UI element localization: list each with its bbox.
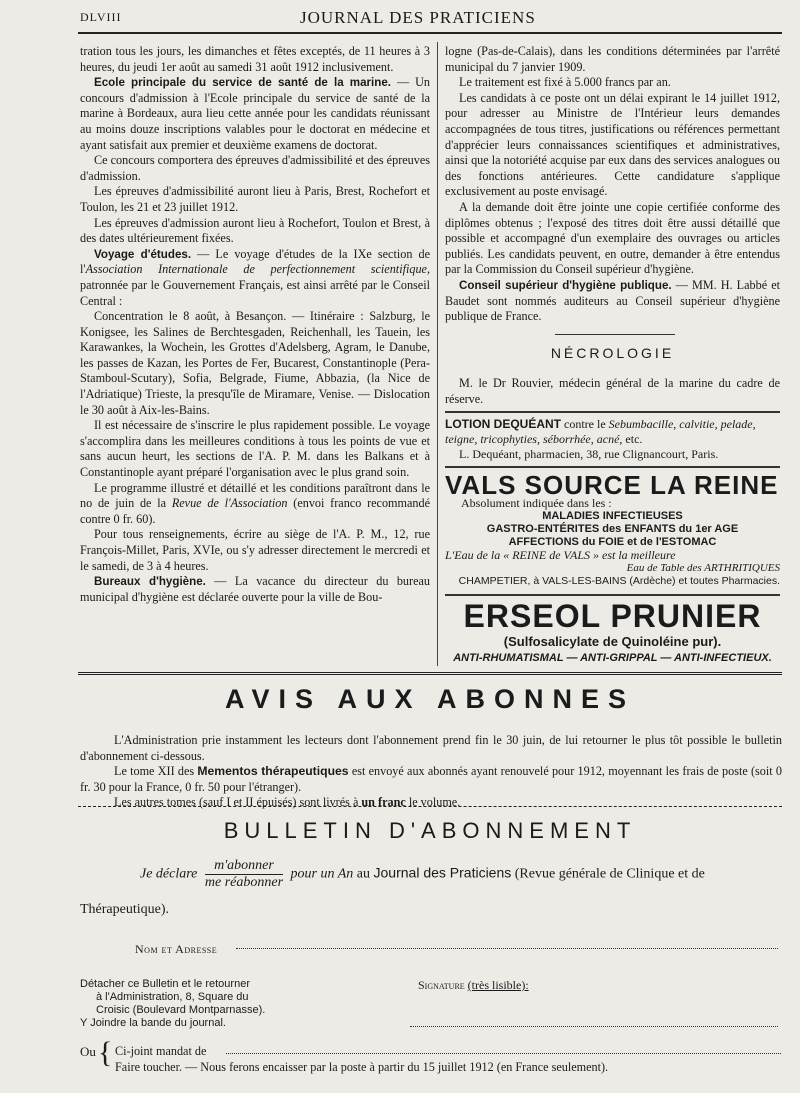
paragraph: logne (Pas-de-Calais), dans les conditions déterminées par l'arrêté municipal du 7 janvier 1909. (445, 44, 780, 74)
subscription-choice[interactable]: $\frac{\text{m'abonner}}{\text{me réabonner}}$ (204, 858, 284, 890)
signature-field[interactable] (410, 1026, 778, 1027)
paragraph: L'Administration prie instamment les lecteurs dont l'abonnement prend fin le 30 juin, de lui retourner le plus tôt possible le bulletin d'abonnement ci-dessous. (80, 733, 782, 763)
option-mandat[interactable]: Ci-joint mandat de (115, 1044, 207, 1058)
section-heading: Ecole principale du service de santé de la marine. (94, 76, 392, 90)
lotion-brand: LOTION DEQUÉANT (445, 417, 561, 431)
avis-title: AVIS AUX ABONNES (224, 684, 636, 714)
paragraph: Bureaux d'hygiène. — La vacance du directeur du bureau municipal d'hygiène est déclarée ouverte pour la ville de Bou- (80, 574, 430, 604)
paragraph: tration tous les jours, les dimanches et fêtes exceptés, de 11 heures à 3 heures, du jeudi 1er août au samedi 31 août 1912 inclusivement. (80, 44, 430, 74)
paragraph: Les autres tomes (sauf I et II épuisés) sont livrés à un franc le volume. (114, 795, 461, 810)
paragraph: Pour tous renseignements, écrire au siège de l'A. P. M., 12, rue François-Millet, Paris, XVIe, ou s'y adresser directement le mercredi et le samedi, de 3 à 4 heures. (80, 527, 430, 573)
vals-title: VALS SOURCE LA REINE (445, 470, 779, 500)
name-address-field[interactable] (236, 948, 778, 949)
subscription-line: Je déclare $\frac{\text{m'abonner}}{\text{me réabonner}}$ pour un An au Journal des Praticiens (Revue générale de Clinique et de (140, 858, 705, 890)
ad-divider (445, 466, 780, 468)
cut-line (78, 806, 782, 807)
journal-name: Journal des Praticiens (373, 864, 512, 881)
or-label: Ou (80, 1044, 96, 1059)
erseol-title: ERSEOL PRUNIER (463, 598, 762, 634)
paragraph: Les épreuves d'admission auront lieu à Rochefort, Toulon et Brest, à des dates ultérieurement fixées. (80, 215, 430, 246)
necrologie-text: M. le Dr Rouvier, médecin général de la marine du cadre de réserve. (445, 376, 780, 406)
header-rule (78, 32, 782, 34)
paragraph: Il est nécessaire de s'inscrire le plus rapidement possible. Le voyage s'accomplira dans les meilleures conditions à tous les points de vue et sans aucun heurt, les sections de l'A. P. M. dans les Balkans et à Constantinople ayant préparé l'organisation avec le plus grand soin. (80, 418, 430, 480)
vals-ad-body: Absolument indiquée dans les : MALADIES INFECTIEUSES GASTRO-ENTÉRITES des ENFANTS du 1er AGE AFFECTIONS du FOIE et de l'ESTOMAC L'Eau de la « REINE de VALS » est la meilleure Eau de Table des ARTHRITIQUES CHAMPETIER, à VALS-LES-BAINS (Ardèche) et toutes Pharmacies. (445, 496, 780, 587)
bulletin-title: BULLETIN D'ABONNEMENT (223, 818, 637, 843)
divider (555, 334, 675, 335)
necrologie-title: NÉCROLOGIE (550, 345, 675, 361)
paragraph: Voyage d'études. — Le voyage d'études de la IXe section de l'Association Internationale de perfectionnement scientifique, patronnée par le Gouvernement Français, est ainsi arrêté par le Conseil Central : (80, 246, 430, 308)
paragraph: Ecole principale du service de santé de la marine. — Un concours d'admission à l'Ecole principale du service de santé de la marine à Bordeaux, aura lieu cette année pour les candidats réunissant au moins douze inscriptions valables pour le doctorat en médecine et ayant satisfait aux premier et deuxième examens de doctorat. (80, 75, 430, 152)
paragraph: Conseil supérieur d'hygiène publique. — MM. H. Labbé et Baudet sont nommés auditeurs au Conseil supérieur d'hygiène publique de France. (445, 277, 780, 324)
erseol-subtitle: (Sulfosalicylate de Quinoléine pur). (503, 634, 722, 649)
left-column (80, 44, 430, 662)
paragraph: A la demande doit être jointe une copie certifiée conforme des diplômes obtenus ; l'exposé des titres doit être aussi détaillé que possible et accompagné d'un exemplaire des ouvrages ou articles publiés. Les candidats peuvent, en outre, demander à être entendus par la Commission du Conseil supérieur d'hygiène. (445, 199, 780, 277)
paragraph: Le tome XII des Mementos thérapeutiques est envoyé aux abonnés ayant renouvelé pour 1912, moyennant les frais de poste (soit 0 fr. 30 pour la France, 0 fr. 50 pour l'étranger). (80, 764, 782, 794)
paragraph: Les candidats à ce poste ont un délai expirant le 14 juillet 1912, pour adresser au Ministre de l'Intérieur leurs demandes accompagnées de tous titres, justifications ou références permettant d'apprécier leurs connaissances scientifiques et administratives, ainsi que la notoriété acquise par eux dans des services analogues ou des fonctions antérieures. Cette candidature s'applique exclusivement au poste envisagé. (445, 90, 780, 199)
mandat-field[interactable] (226, 1053, 781, 1054)
erseol-tagline: ANTI-RHUMATISMAL — ANTI-GRIPPAL — ANTI-INFECTIEUX. (453, 652, 772, 664)
section-heading: Conseil supérieur d'hygiène publique. (459, 278, 672, 292)
lotion-ad: LOTION DEQUÉANT contre le Sebumbacille, calvitie, pelade, teigne, tricophyties, séborrhée, acné, etc. L. Dequéant, pharmacien, 38, rue Clignancourt, Paris. (445, 417, 756, 461)
section-heading: Bureaux d'hygiène. (94, 575, 206, 589)
paragraph: Le traitement est fixé à 5.000 francs par an. (459, 75, 671, 90)
paragraph: Les épreuves d'admissibilité auront lieu à Paris, Brest, Rochefort et Toulon, les 21 et 23 juillet 1912. (80, 184, 430, 214)
journal-title: JOURNAL DES PRATICIENS (300, 8, 536, 27)
name-address-label: Nom et Adresse (135, 942, 218, 956)
signature-label: Signature (très lisible): (418, 978, 529, 992)
page-number: DLVIII (80, 10, 122, 24)
avis-text (80, 733, 782, 811)
lotion-address: L. Dequéant, pharmacien, 38, rue Clignancourt, Paris. (459, 447, 719, 461)
ad-divider (445, 411, 780, 413)
ad-divider (445, 594, 780, 596)
paragraph: Ce concours comportera des épreuves d'admissibilité et des épreuves d'admission. (80, 153, 430, 183)
right-column (445, 44, 780, 329)
paragraph: Concentration le 8 août, à Besançon. — Itinéraire : Salzburg, le Konigsee, les Salines de Berchtesgaden, Reichenhall, les Tauein, les Karawankes, la Wochein, les Grottes d'Adelsberg, Agram, le Danube, les passes de Kazan, les Portes de Fer, Bucarest, Constantinople (Pera-Stamboul-Scutary), Sofia, Belgrade, Fiume, Abbazia, (la Nice de l'Adriatique) Trieste, la presqu'île de Miramare, Venise. — Dislocation le 30 août à Aix-les-Bains. (80, 309, 430, 417)
section-rule (78, 672, 782, 675)
paragraph: Le programme illustré et détaillé et les conditions paraîtront dans le no de juin de la Revue de l'Association (envoi franco recommandé contre 0 fr. 60). (80, 480, 430, 526)
detach-instructions: Détacher ce Bulletin et le retourner à l'Administration, 8, Square du Croisic (Boulevard Montparnasse). Y Joindre la bande du journal. (80, 978, 266, 1029)
brace-icon: { (98, 1036, 113, 1069)
option-faire-toucher[interactable]: Faire toucher. — Nous ferons encaisser par la poste à partir du 15 juillet 1912 (en France seulement). (115, 1060, 609, 1074)
column-divider (437, 42, 438, 666)
section-heading: Voyage d'études. (94, 247, 192, 261)
